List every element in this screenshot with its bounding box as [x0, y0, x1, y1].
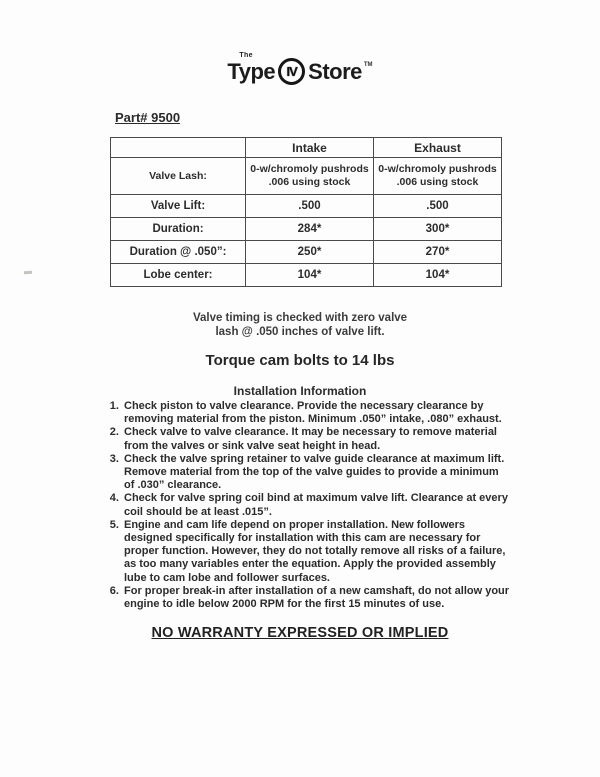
- lash-intake-line1: 0-w/chromoly pushrods: [250, 163, 369, 175]
- iv-circle-icon: [278, 58, 305, 85]
- row-label-valve-lash: Valve Lash:: [111, 158, 246, 195]
- duration-050-intake: 250*: [246, 241, 374, 264]
- lash-intake-line2: .006 using stock: [268, 176, 351, 188]
- table-row: [111, 264, 502, 287]
- table-row: [111, 195, 502, 218]
- list-item: 4. Check for valve spring coil bind at maximum valve lift. Clearance at every coil should be at least .015”.: [122, 492, 512, 518]
- row-label-valve-lift: Valve Lift:: [111, 195, 246, 218]
- header-blank-cell: [111, 138, 246, 158]
- valve-lift-intake: .500: [246, 195, 374, 218]
- list-item: 6. For proper break-in after installation of a new camshaft, do not allow your engine to idle below 2000 RPM for the first 15 minutes of use.: [122, 585, 512, 611]
- valve-lash-intake: [246, 158, 374, 195]
- header-exhaust: Exhaust: [374, 138, 502, 158]
- table-header-row: [111, 138, 502, 158]
- valve-timing-note-line2: lash @ .050 inches of valve lift.: [215, 326, 385, 338]
- lash-exhaust-line2: .006 using stock: [396, 176, 479, 188]
- list-item: 5. Engine and cam life depend on proper installation. New followers designed specifically for installation with this cam are necessary for proper function. However, they do not totally remove all risks of a failure, as too many variables enter the equation. Apply the provided assembly lube to cam lobe and follower surfaces.: [122, 519, 512, 585]
- valve-lift-exhaust: .500: [374, 195, 502, 218]
- lobe-center-exhaust: 104*: [374, 264, 502, 287]
- part-number: Part# 9500: [115, 110, 181, 125]
- row-label-duration: Duration:: [111, 218, 246, 241]
- cam-spec-table: [110, 137, 502, 287]
- table-row: [111, 218, 502, 241]
- list-item: 1. Check piston to valve clearance. Provide the necessary clearance by removing material from the piston. Minimum .050” intake, .080” exhaust.: [122, 400, 512, 426]
- logo-word-store: Store: [308, 58, 362, 84]
- duration-exhaust: 300*: [374, 218, 502, 241]
- logo-badge-text: IV: [286, 64, 297, 79]
- duration-intake: 284*: [246, 218, 374, 241]
- trademark-symbol: TM: [363, 62, 373, 68]
- table-row: [111, 241, 502, 264]
- installation-list: [104, 400, 512, 611]
- valve-lash-exhaust: [374, 158, 502, 195]
- duration-050-exhaust: 270*: [374, 241, 502, 264]
- valve-timing-note-line1: Valve timing is checked with zero valve: [192, 312, 408, 324]
- valve-timing-note: [0, 311, 600, 339]
- list-item: 3. Check the valve spring retainer to valve guide clearance at maximum lift. Remove material from the top of the valve guides to provide a minimum of .030” clearance.: [122, 453, 512, 493]
- warranty-statement: NO WARRANTY EXPRESSED OR IMPLIED: [151, 625, 449, 642]
- table-row: [111, 158, 502, 195]
- header-intake: Intake: [246, 138, 374, 158]
- logo-container: [0, 0, 600, 85]
- logo-word-type: Type: [227, 58, 276, 84]
- type4store-logo: [227, 52, 373, 85]
- row-label-duration-050: Duration @ .050”:: [111, 241, 246, 264]
- logo-the-text: The: [239, 52, 253, 59]
- torque-note: Torque cam bolts to 14 lbs: [205, 352, 395, 369]
- scan-artifact-mark: [24, 271, 32, 275]
- list-item: 2. Check valve to valve clearance. It may be necessary to remove material from the valves or sink valve seat height in head.: [122, 426, 512, 452]
- lash-exhaust-line1: 0-w/chromoly pushrods: [378, 163, 497, 175]
- installation-heading: Installation Information: [233, 384, 367, 398]
- lobe-center-intake: 104*: [246, 264, 374, 287]
- row-label-lobe-center: Lobe center:: [111, 264, 246, 287]
